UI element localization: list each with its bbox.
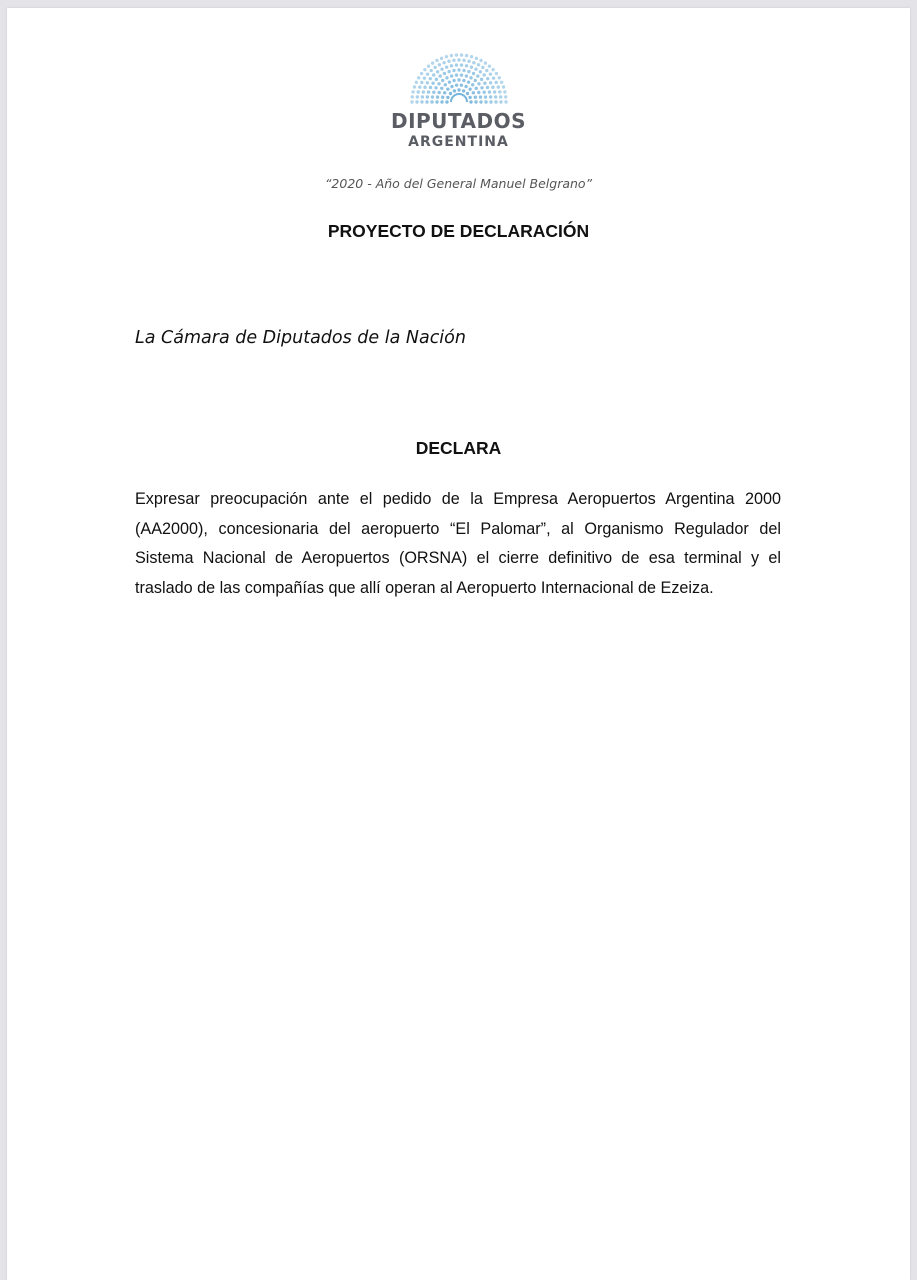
document-title: PROYECTO DE DECLARACIÓN	[327, 221, 590, 241]
hemicycle-icon	[407, 52, 511, 104]
declaration-body: Expresar preocupación ante el pedido de la Empresa Aeropuertos Argentina 2000 (AA2000), concesionaria del aeropuerto “El Palomar”, al Organismo Regulador del Sistema Nacional de Aeropuertos (ORSNA) el cierre definitivo de esa terminal y el traslado de las compañías que allí operan al Aeropuerto Internacional de Ezeiza.	[135, 490, 781, 597]
chamber-name: La Cámara de Diputados de la Nación	[135, 328, 466, 348]
declara-heading: DECLARA	[415, 438, 502, 458]
logo-subtitle: ARGENTINA	[408, 134, 509, 150]
logo-title: DIPUTADOS	[390, 109, 527, 133]
diputados-logo	[7, 52, 910, 151]
document-page	[7, 8, 910, 1280]
motto: “2020 - Año del General Manuel Belgrano”	[324, 176, 593, 191]
